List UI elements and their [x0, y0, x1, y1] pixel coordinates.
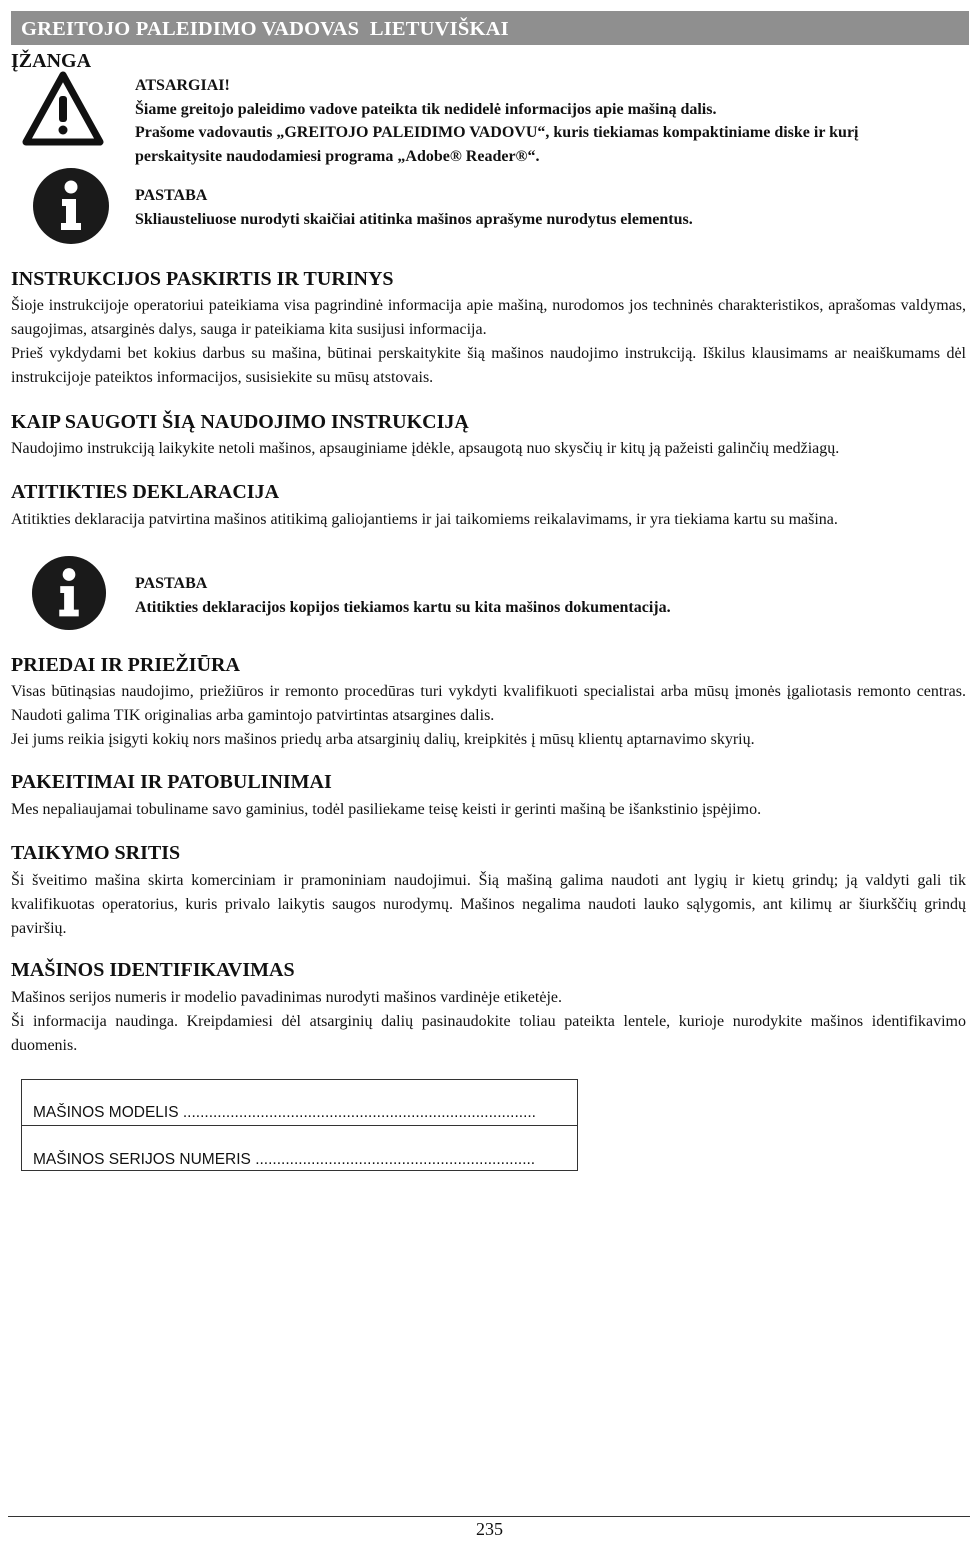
section-heading-scope: TAIKYMO SRITIS	[11, 842, 181, 864]
section-heading-conformity: ATITIKTIES DEKLARACIJA	[11, 481, 280, 503]
footer-divider	[8, 1516, 970, 1517]
section-heading-storage: KAIP SAUGOTI ŠIĄ NAUDOJIMO INSTRUKCIJĄ	[11, 411, 469, 433]
warning-notice	[135, 74, 859, 168]
info-icon	[32, 167, 110, 245]
note-text: Skliausteliuose nurodyti skaičiai atitinka mašinos aprašyme nurodytus elementus.	[135, 210, 693, 228]
note-label: PASTABA	[135, 187, 208, 204]
paragraph-purpose-2: Prieš vykdydami bet kokius darbus su mašina, būtinai perskaitykite šią mašinos naudojimo instrukciją. Iškilus klausimams ar neaiškumams dėl instrukcijoje pateiktos informacijos, susisiekite su mūsų atstovais.	[11, 345, 966, 386]
page-header-bar: GREITOJO PALEIDIMO VADOVAS LIETUVIŠKAI	[11, 11, 969, 45]
note-label: PASTABA	[135, 575, 208, 592]
warning-line-2: Prašome vadovautis „GREITOJO PALEIDIMO VADOVU“, kuris tiekiamas kompaktiniame diske ir kurį	[135, 124, 859, 141]
page-number: 235	[476, 1519, 503, 1539]
conformity-note	[135, 572, 671, 619]
warning-line-3: perskaitysite naudodamiesi programa „Adobe® Reader®“.	[135, 147, 540, 165]
warning-label: ATSARGIAI!	[135, 77, 230, 94]
warning-triangle-icon	[22, 71, 104, 147]
paragraph-changes-1: Mes nepaliaujamai tobuliname savo gaminius, todėl pasiliekame teisę keisti ir gerinti mašiną be išankstinio įspėjimo.	[11, 801, 762, 818]
paragraph-identification-1: Mašinos serijos numeris ir modelio pavadinimas nurodyti mašinos vardinėje etiketėje.	[11, 989, 562, 1006]
intro-heading: ĮŽANGA	[11, 50, 92, 72]
paragraph-scope-1: Ši šveitimo mašina skirta komerciniam ir pramoniniam naudojimui. Šią mašiną galima naudoti ant lygių ir kietų grindų; ją valdyti gali tik kvalifikuotas operatorius, kuris privalo laikytis saugos nurodymų. Mašinos negalima naudoti lauko sąlygomis, ant kilimų ar šiurkščių grindų paviršių.	[11, 872, 966, 937]
paragraph-purpose-1: Šioje instrukcijoje operatoriui pateikiama visa pagrindinė informacija apie mašiną, nurodomos jos techninės charakteristikos, aprašomas valdymas, saugojimas, atsarginės dalys, sauga ir pateikiama kita susijusi informacija.	[11, 297, 966, 338]
machine-model-row: MAŠINOS MODELIS ..................................................................................	[22, 1080, 577, 1126]
paragraph-accessories-2: Jei jums reikia įsigyti kokių nors mašinos priedų arba atsarginių dalių, kreipkitės į mūsų klientų aptarnavimo skyrių.	[11, 731, 755, 748]
warning-line-1: Šiame greitojo paleidimo vadove pateikta tik nedidelė informacijos apie mašiną dalis.	[135, 100, 717, 118]
section-heading-purpose: INSTRUKCIJOS PASKIRTIS IR TURINYS	[11, 268, 394, 290]
machine-serial-row: MAŠINOS SERIJOS NUMERIS .................................................................	[33, 1151, 536, 1168]
paragraph-storage-1: Naudojimo instrukciją laikykite netoli mašinos, apsauginiame įdėkle, apsaugotą nuo skysčių ir kitų ją pažeisti galinčių medžiagų.	[11, 440, 840, 457]
paragraph-conformity-1: Atitikties deklaracija patvirtina mašinos atitikimą galiojantiems ir jai taikomiems reikalavimams, ir yra tiekiama kartu su mašina.	[11, 511, 838, 528]
note-text: Atitikties deklaracijos kopijos tiekiamos kartu su kita mašinos dokumentacija.	[135, 598, 671, 616]
note-notice	[135, 184, 693, 231]
paragraph-accessories-1: Visas būtinąsias naudojimo, priežiūros ir remonto procedūras turi vykdyti kvalifikuoti specialistai arba mūsų įmonės įgaliotasis remonto centras. Naudoti galima TIK originalias arba gamintojo patvirtintas atsargines dalis.	[11, 683, 966, 724]
section-heading-changes: PAKEITIMAI IR PATOBULINIMAI	[11, 771, 332, 793]
identification-table	[21, 1079, 578, 1171]
section-heading-identification: MAŠINOS IDENTIFIKAVIMAS	[11, 959, 295, 981]
section-heading-accessories: PRIEDAI IR PRIEŽIŪRA	[11, 654, 240, 676]
info-icon	[31, 555, 107, 631]
paragraph-identification-2: Ši informacija naudinga. Kreipdamiesi dėl atsarginių dalių pasinaudokite toliau pateikta lentele, kurioje nurodykite mašinos identifikavimo duomenis.	[11, 1013, 966, 1054]
